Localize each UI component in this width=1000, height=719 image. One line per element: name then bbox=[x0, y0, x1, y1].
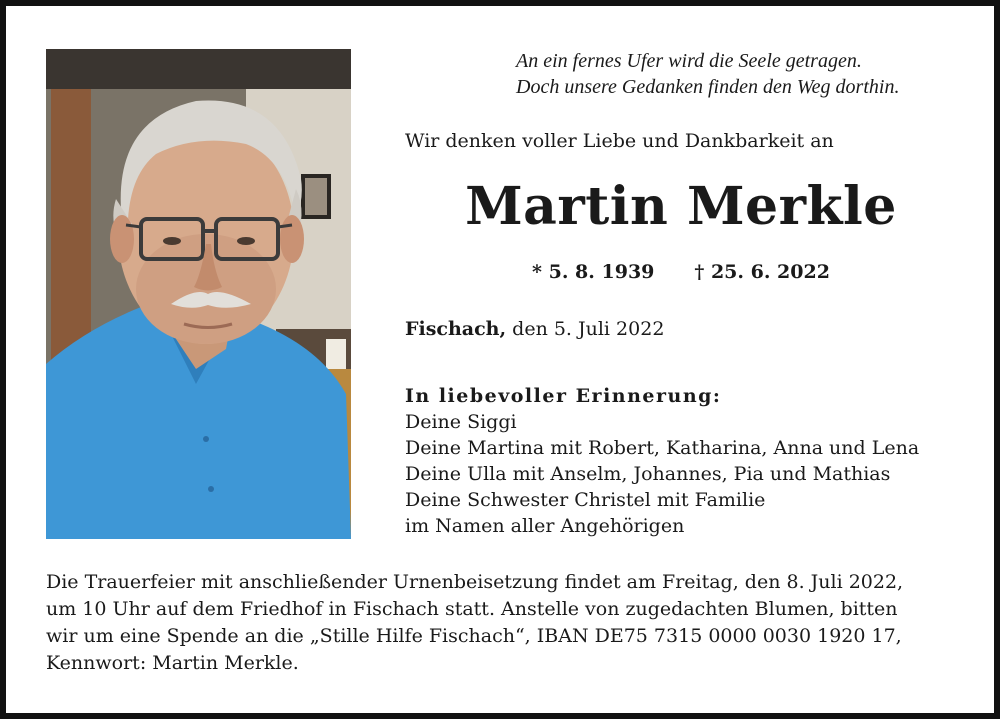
notice-date: den 5. Juli 2022 bbox=[512, 318, 665, 340]
funeral-notice bbox=[46, 569, 966, 677]
portrait-photo bbox=[46, 49, 351, 539]
family-member: im Namen aller Angehörigen bbox=[405, 515, 685, 537]
place-name: Fischach, bbox=[405, 318, 507, 340]
poem bbox=[516, 48, 976, 100]
deceased-name: Martin Merkle bbox=[465, 176, 897, 237]
funeral-line: wir um eine Spende an die „Stille Hilfe Fischach“, IBAN DE75 7315 0000 0030 1920 17, bbox=[46, 625, 902, 647]
family-member: Deine Schwester Christel mit Familie bbox=[405, 489, 766, 511]
family-member: Deine Ulla mit Anselm, Johannes, Pia und Mathias bbox=[405, 463, 891, 485]
funeral-line: um 10 Uhr auf dem Friedhof in Fischach statt. Anstelle von zugedachten Blumen, bitten bbox=[46, 598, 898, 620]
poem-line-1: An ein fernes Ufer wird die Seele getragen. bbox=[516, 50, 862, 72]
funeral-line: Kennwort: Martin Merkle. bbox=[46, 652, 299, 674]
intro-text: Wir denken voller Liebe und Dankbarkeit an bbox=[405, 130, 834, 152]
funeral-line: Die Trauerfeier mit anschließender Urnenbeisetzung findet am Freitag, den 8. Juli 2022, bbox=[46, 571, 904, 593]
family-member: Deine Siggi bbox=[405, 411, 517, 433]
death-date: † 25. 6. 2022 bbox=[694, 261, 830, 283]
life-dates bbox=[406, 261, 956, 283]
place-date-line bbox=[405, 318, 664, 340]
poem-line-2: Doch unsere Gedanken finden den Weg dorthin. bbox=[516, 76, 900, 98]
family-list bbox=[405, 383, 919, 539]
birth-date: * 5. 8. 1939 bbox=[532, 261, 655, 283]
family-member: Deine Martina mit Robert, Katharina, Anna und Lena bbox=[405, 437, 920, 459]
family-heading: In liebevoller Erinnerung: bbox=[405, 385, 722, 407]
